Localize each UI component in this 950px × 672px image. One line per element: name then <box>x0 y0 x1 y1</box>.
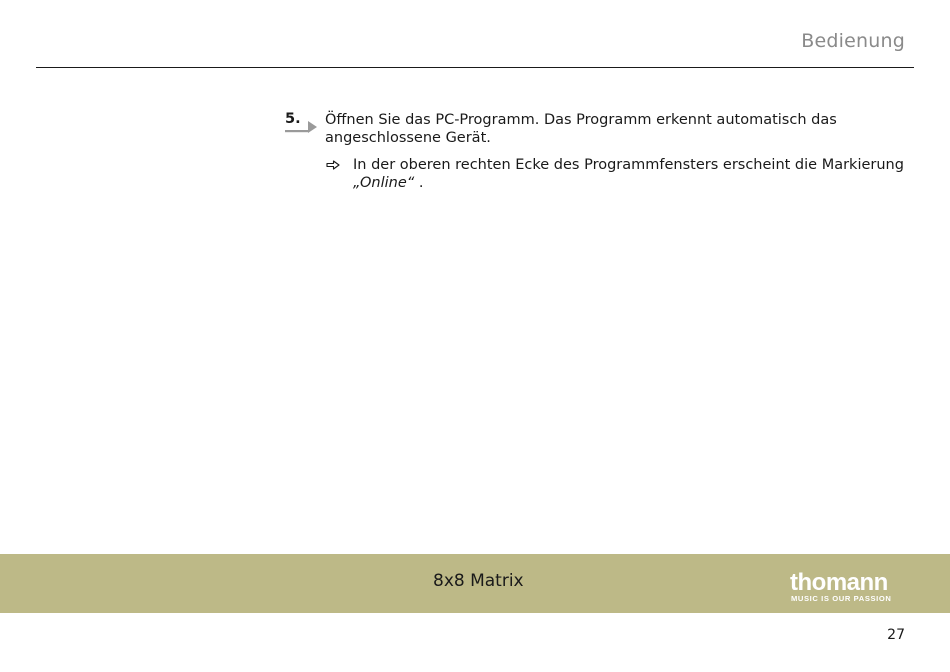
online-marker-text: „Online“ <box>353 175 415 191</box>
step-text: Öffnen Sie das PC-Programm. Das Programm erkennt automatisch das angeschlossene Gerät. <box>325 112 837 146</box>
product-name: 8x8 Matrix <box>433 571 524 591</box>
section-title: Bedienung <box>801 30 905 52</box>
step-number: 5. <box>285 111 301 127</box>
header-divider <box>36 67 914 68</box>
result-text-end: . <box>418 175 424 191</box>
result-arrow-icon <box>326 160 340 170</box>
thomann-logo <box>790 568 906 604</box>
footer-band <box>0 554 950 613</box>
result-text-main: In der oberen rechten Ecke des Programmfensters erscheint die Markierung <box>353 157 904 173</box>
result-text <box>353 156 913 192</box>
logo-wordmark: thomann <box>790 569 888 596</box>
step-arrow-icon <box>285 118 319 134</box>
logo-tagline: MUSIC IS OUR PASSION <box>791 594 892 603</box>
page-number: 27 <box>887 627 905 643</box>
